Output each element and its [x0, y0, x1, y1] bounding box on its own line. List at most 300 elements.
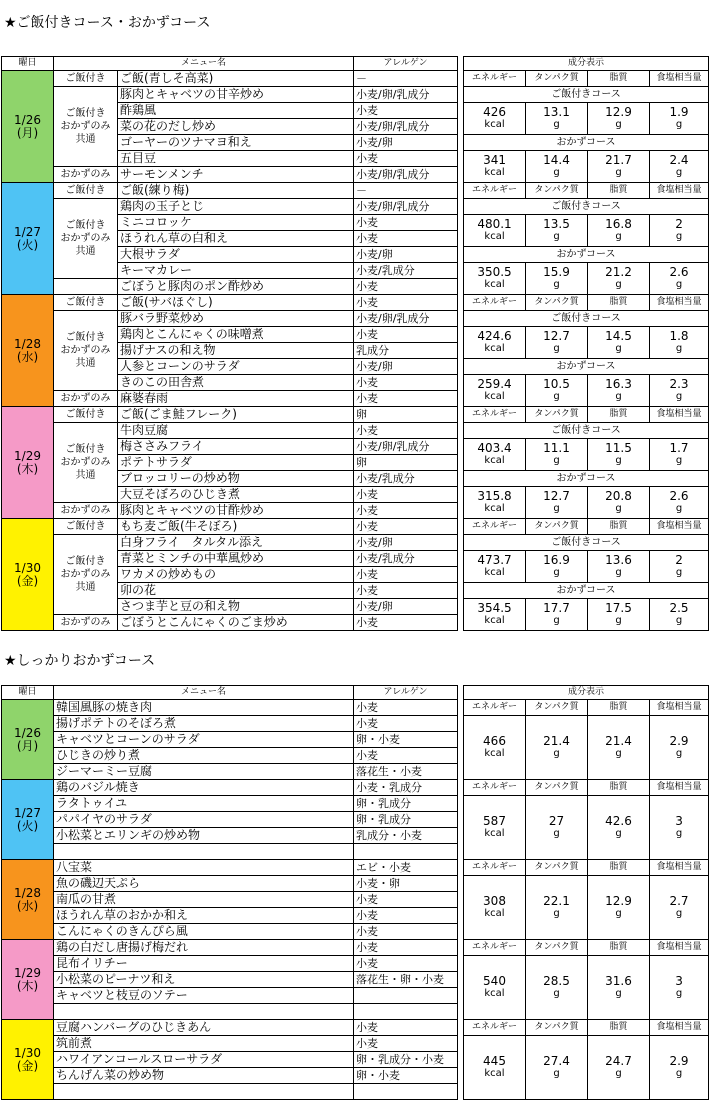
rice-energy-value: 473.7 — [477, 553, 512, 567]
okazu-energy — [464, 151, 526, 183]
rice-salt-unit: g — [675, 343, 683, 354]
menu-name: キャベツとコーンのサラダ — [54, 732, 354, 748]
column-gap — [458, 279, 464, 295]
allergen: 小麦 — [354, 700, 458, 716]
nut-header-protein: タンパク質 — [526, 860, 588, 876]
rice-energy — [464, 327, 526, 359]
protein-value: 27.4 — [543, 1054, 570, 1068]
day-weekday: (木) — [16, 461, 39, 476]
okazu-protein — [526, 375, 588, 407]
allergen: 小麦 — [354, 151, 458, 167]
salt-unit: g — [675, 828, 683, 839]
header-nutrition: 成分表示 — [464, 57, 709, 71]
allergen: 小麦 — [354, 231, 458, 247]
type-shared — [54, 87, 118, 167]
energy-value: 445 — [483, 1054, 506, 1068]
type-rice: ご飯付き — [54, 407, 118, 423]
rice-fat — [588, 327, 650, 359]
menu-name: キーマカレー — [118, 263, 354, 279]
day-date: 1/28 — [14, 336, 41, 351]
okazu-fat-unit: g — [615, 615, 622, 626]
type-rice: ご飯付き — [54, 519, 118, 535]
menu-row — [2, 940, 709, 956]
menu-name: 豚肉とキャベツの甘酢炒め — [118, 503, 354, 519]
menu-row — [2, 1036, 709, 1052]
allergen: 小麦 — [354, 1036, 458, 1052]
header-menu: メニュー名 — [54, 57, 354, 71]
allergen: 小麦 — [354, 924, 458, 940]
okazu-salt-value: 2.5 — [669, 601, 689, 615]
menu-name: 白身フライ タルタル添え — [118, 535, 354, 551]
fat — [588, 716, 650, 780]
fat-value: 12.9 — [605, 894, 632, 908]
menu-name: ブロッコリーの炒め物 — [118, 471, 354, 487]
fat — [588, 796, 650, 860]
menu-name: ごぼうとこんにゃくのごま炒め — [118, 615, 354, 631]
header-allergen: アレルゲン — [354, 686, 458, 700]
protein-value: 22.1 — [543, 894, 570, 908]
allergen: 小麦 — [354, 279, 458, 295]
nut-header-fat: 脂質 — [588, 295, 650, 311]
menu-row — [2, 956, 709, 972]
menu-row — [2, 295, 709, 311]
day-date: 1/30 — [14, 1045, 41, 1060]
nut-header-protein: タンパク質 — [526, 71, 588, 87]
type-shared-line: 共通 — [75, 582, 96, 593]
menu-name: ジーマーミー豆腐 — [54, 764, 354, 780]
type-shared-line: ご飯付き — [65, 444, 106, 455]
column-gap — [458, 231, 464, 247]
rice-energy — [464, 215, 526, 247]
allergen: 小麦/卵 — [354, 247, 458, 263]
allergen: 卵・乳成分 — [354, 812, 458, 828]
menu-row — [2, 199, 709, 215]
menu-name: 酢鶏風 — [118, 103, 354, 119]
allergen — [354, 1004, 458, 1020]
day-weekday: (月) — [16, 125, 39, 140]
menu-name: 大豆そぼろのひじき煮 — [118, 487, 354, 503]
okazu-fat — [588, 487, 650, 519]
okazu-salt — [650, 263, 709, 295]
menu-name: 梅ささみフライ — [118, 439, 354, 455]
rice-protein-value: 13.1 — [543, 105, 570, 119]
okazu-fat-unit: g — [615, 279, 622, 290]
allergen: 小麦/卵 — [354, 599, 458, 615]
allergen: － — [354, 71, 458, 87]
okazu-salt — [650, 487, 709, 519]
protein-value: 27 — [548, 814, 565, 828]
menu-name: 卯の花 — [118, 583, 354, 599]
allergen: 小麦/卵/乳成分 — [354, 439, 458, 455]
okazu-fat-value: 21.2 — [605, 265, 632, 279]
menu-name: ハワイアンコールスローサラダ — [54, 1052, 354, 1068]
menu-name: 鶏肉の玉子とじ — [118, 199, 354, 215]
okazu-fat — [588, 151, 650, 183]
nut-header-protein: タンパク質 — [526, 183, 588, 199]
header-nutrition: 成分表示 — [464, 686, 709, 700]
allergen: 小麦 — [354, 391, 458, 407]
okazu-salt-unit: g — [675, 503, 683, 514]
okazu-protein-value: 14.4 — [543, 153, 570, 167]
type-shared — [54, 535, 118, 615]
column-gap — [458, 567, 464, 583]
okazu-salt-value: 2.4 — [669, 153, 689, 167]
rice-salt-value: 1.8 — [669, 329, 689, 343]
energy-value: 466 — [483, 734, 506, 748]
menu-name — [54, 1004, 354, 1020]
protein-unit: g — [553, 828, 560, 839]
type-shared-line: おかずのみ — [60, 233, 111, 244]
protein-value: 21.4 — [543, 734, 570, 748]
day-date: 1/29 — [14, 448, 41, 463]
nut-header-salt: 食塩相当量 — [650, 780, 709, 796]
column-gap — [458, 988, 464, 1004]
menu-name: 豆腐ハンバーグのひじきあん — [54, 1020, 354, 1036]
course-rice-label: ご飯付きコース — [464, 423, 709, 439]
menu-name: 菜の花のだし炒め — [118, 119, 354, 135]
nut-header-protein: タンパク質 — [526, 407, 588, 423]
day-date: 1/26 — [14, 725, 41, 740]
header-day: 曜日 — [2, 57, 54, 71]
menu-name: ご飯(青しそ高菜) — [118, 71, 354, 87]
menu-row — [2, 860, 709, 876]
allergen: 小麦/卵 — [354, 359, 458, 375]
menu-row — [2, 183, 709, 199]
allergen: 卵・小麦 — [354, 732, 458, 748]
course-rice-label: ご飯付きコース — [464, 87, 709, 103]
type-shared-line: おかずのみ — [60, 569, 111, 580]
fat-unit: g — [615, 828, 622, 839]
column-gap — [458, 908, 464, 924]
type-okazu: おかずのみ — [54, 391, 118, 407]
rice-protein-value: 11.1 — [543, 441, 570, 455]
nut-header-protein: タンパク質 — [526, 700, 588, 716]
day-weekday: (火) — [16, 237, 39, 252]
menu-name: もち麦ご飯(牛そぼろ) — [118, 519, 354, 535]
energy-value: 540 — [483, 974, 506, 988]
column-gap — [458, 812, 464, 828]
nut-header-fat: 脂質 — [588, 940, 650, 956]
header-allergen: アレルゲン — [354, 57, 458, 71]
allergen: 乳成分 — [354, 343, 458, 359]
day-date: 1/29 — [14, 965, 41, 980]
day-weekday: (金) — [16, 1058, 39, 1073]
rice-protein-unit: g — [553, 231, 560, 242]
rice-salt — [650, 439, 709, 471]
column-gap — [458, 503, 464, 519]
rice-energy — [464, 551, 526, 583]
type-shared — [54, 199, 118, 279]
type-shared — [54, 423, 118, 503]
nut-header-salt: 食塩相当量 — [650, 860, 709, 876]
rice-protein — [526, 327, 588, 359]
rice-fat-value: 11.5 — [605, 441, 632, 455]
day-cell — [2, 519, 54, 631]
allergen: 小麦 — [354, 567, 458, 583]
allergen: 小麦 — [354, 375, 458, 391]
menu-row — [2, 407, 709, 423]
menu-name: ご飯(ごま鮭フレーク) — [118, 407, 354, 423]
course-okazu-label: おかずコース — [464, 247, 709, 263]
allergen: 小麦 — [354, 940, 458, 956]
allergen: 小麦 — [354, 423, 458, 439]
okazu-energy — [464, 599, 526, 631]
allergen: 小麦 — [354, 519, 458, 535]
course-rice-label: ご飯付きコース — [464, 199, 709, 215]
nut-header-fat: 脂質 — [588, 1020, 650, 1036]
menu-name: ちんげん菜の炒め物 — [54, 1068, 354, 1084]
nut-header-protein: タンパク質 — [526, 295, 588, 311]
menu-name: 麻婆春雨 — [118, 391, 354, 407]
type-rice: ご飯付き — [54, 71, 118, 87]
menu-name: 魚の磯辺天ぷら — [54, 876, 354, 892]
menu-row — [2, 519, 709, 535]
menu-row — [2, 71, 709, 87]
day-cell — [2, 700, 54, 780]
allergen: 小麦 — [354, 583, 458, 599]
allergen: 卵 — [354, 455, 458, 471]
okazu-fat — [588, 599, 650, 631]
energy — [464, 796, 526, 860]
okazu-protein-unit: g — [553, 615, 560, 626]
rice-fat-value: 14.5 — [605, 329, 632, 343]
fat-unit: g — [615, 1068, 622, 1079]
allergen — [354, 988, 458, 1004]
okazu-energy — [464, 263, 526, 295]
okazu-salt-value: 2.6 — [669, 265, 689, 279]
rice-salt-unit: g — [675, 231, 683, 242]
menu-table-shikkari — [1, 685, 709, 1100]
menu-row — [2, 311, 709, 327]
rice-energy-value: 424.6 — [477, 329, 512, 343]
type-okazu — [54, 279, 118, 295]
rice-protein — [526, 439, 588, 471]
type-shared-line: ご飯付き — [65, 556, 106, 567]
energy-unit: kcal — [484, 988, 505, 999]
day-weekday: (木) — [16, 978, 39, 993]
menu-table-rice-okazu — [1, 56, 709, 631]
okazu-energy — [464, 487, 526, 519]
type-shared-line: ご飯付き — [65, 220, 106, 231]
allergen: 卵・小麦 — [354, 1068, 458, 1084]
energy — [464, 716, 526, 780]
energy-unit: kcal — [484, 908, 505, 919]
salt-value: 2.9 — [669, 734, 689, 748]
nut-header-energy: エネルギー — [464, 519, 526, 535]
rice-fat-unit: g — [615, 119, 622, 130]
type-rice: ご飯付き — [54, 295, 118, 311]
allergen: 小麦・卵 — [354, 876, 458, 892]
allergen: 卵 — [354, 407, 458, 423]
menu-name: 豚バラ野菜炒め — [118, 311, 354, 327]
okazu-energy-value: 315.8 — [477, 489, 512, 503]
fat-unit: g — [615, 988, 622, 999]
menu-name: こんにゃくのきんぴら風 — [54, 924, 354, 940]
course-okazu-label: おかずコース — [464, 359, 709, 375]
nut-header-energy: エネルギー — [464, 860, 526, 876]
salt-value: 2.7 — [669, 894, 689, 908]
rice-salt-value: 1.9 — [669, 105, 689, 119]
okazu-protein-value: 12.7 — [543, 489, 570, 503]
nut-header-salt: 食塩相当量 — [650, 1020, 709, 1036]
okazu-energy-value: 350.5 — [477, 265, 512, 279]
rice-fat — [588, 439, 650, 471]
rice-energy — [464, 439, 526, 471]
allergen: 小麦 — [354, 956, 458, 972]
rice-fat-unit: g — [615, 231, 622, 242]
allergen: 小麦/卵/乳成分 — [354, 199, 458, 215]
okazu-salt-value: 2.6 — [669, 489, 689, 503]
menu-row — [2, 87, 709, 103]
day-date: 1/26 — [14, 112, 41, 127]
okazu-salt — [650, 151, 709, 183]
rice-energy-value: 403.4 — [477, 441, 512, 455]
day-cell — [2, 780, 54, 860]
rice-energy-unit: kcal — [484, 231, 505, 242]
rice-energy — [464, 103, 526, 135]
protein — [526, 876, 588, 940]
header-menu: メニュー名 — [54, 686, 354, 700]
allergen: 小麦 — [354, 487, 458, 503]
protein-value: 28.5 — [543, 974, 570, 988]
type-shared-line: ご飯付き — [65, 332, 106, 343]
allergen: 小麦 — [354, 295, 458, 311]
rice-fat-value: 16.8 — [605, 217, 632, 231]
nut-header-energy: エネルギー — [464, 700, 526, 716]
rice-salt-unit: g — [675, 455, 683, 466]
menu-row — [2, 423, 709, 439]
nut-header-salt: 食塩相当量 — [650, 700, 709, 716]
allergen: 卵・乳成分・小麦 — [354, 1052, 458, 1068]
type-shared-line: 共通 — [75, 358, 96, 369]
menu-name: 豚肉とキャベツの甘辛炒め — [118, 87, 354, 103]
allergen: 小麦・乳成分 — [354, 780, 458, 796]
allergen: 卵・乳成分 — [354, 796, 458, 812]
day-weekday: (水) — [16, 349, 39, 364]
column-gap — [458, 119, 464, 135]
rice-salt — [650, 103, 709, 135]
nut-header-protein: タンパク質 — [526, 780, 588, 796]
rice-protein — [526, 551, 588, 583]
menu-name: 牛肉豆腐 — [118, 423, 354, 439]
column-gap — [458, 892, 464, 908]
course-okazu-label: おかずコース — [464, 583, 709, 599]
rice-salt-value: 2 — [675, 553, 683, 567]
day-date: 1/27 — [14, 224, 41, 239]
fat — [588, 876, 650, 940]
nut-header-energy: エネルギー — [464, 183, 526, 199]
nut-header-salt: 食塩相当量 — [650, 407, 709, 423]
protein — [526, 716, 588, 780]
menu-name: ほうれん草のおかか和え — [54, 908, 354, 924]
rice-protein — [526, 103, 588, 135]
menu-name: ひじきの炒り煮 — [54, 748, 354, 764]
menu-name: 小松菜のピーナツ和え — [54, 972, 354, 988]
salt-value: 2.9 — [669, 1054, 689, 1068]
course-okazu-label: おかずコース — [464, 471, 709, 487]
rice-protein-unit: g — [553, 119, 560, 130]
day-cell — [2, 183, 54, 295]
salt-unit: g — [675, 748, 683, 759]
rice-energy-value: 426 — [483, 105, 506, 119]
protein-unit: g — [553, 748, 560, 759]
menu-name: ポテトサラダ — [118, 455, 354, 471]
salt-unit: g — [675, 1068, 683, 1079]
okazu-fat-value: 21.7 — [605, 153, 632, 167]
fat-unit: g — [615, 748, 622, 759]
allergen: 乳成分・小麦 — [354, 828, 458, 844]
salt — [650, 1036, 709, 1100]
rice-fat — [588, 215, 650, 247]
nut-header-fat: 脂質 — [588, 407, 650, 423]
day-weekday: (火) — [16, 818, 39, 833]
rice-salt-unit: g — [675, 119, 683, 130]
nut-header-energy: エネルギー — [464, 780, 526, 796]
fat-value: 31.6 — [605, 974, 632, 988]
rice-salt-value: 1.7 — [669, 441, 689, 455]
okazu-fat-value: 16.3 — [605, 377, 632, 391]
okazu-protein-unit: g — [553, 167, 560, 178]
energy-unit: kcal — [484, 828, 505, 839]
menu-row — [2, 780, 709, 796]
rice-energy-unit: kcal — [484, 343, 505, 354]
allergen: 小麦 — [354, 908, 458, 924]
okazu-protein-value: 10.5 — [543, 377, 570, 391]
rice-fat-unit: g — [615, 343, 622, 354]
okazu-protein-unit: g — [553, 503, 560, 514]
menu-row — [2, 700, 709, 716]
allergen: 小麦/卵 — [354, 135, 458, 151]
rice-fat-value: 12.9 — [605, 105, 632, 119]
day-date: 1/28 — [14, 885, 41, 900]
nut-header-energy: エネルギー — [464, 71, 526, 87]
protein — [526, 796, 588, 860]
okazu-energy-unit: kcal — [484, 615, 505, 626]
menu-name: 揚げナスの和え物 — [118, 343, 354, 359]
okazu-salt-unit: g — [675, 615, 683, 626]
salt-value: 3 — [675, 814, 683, 828]
nut-header-protein: タンパク質 — [526, 940, 588, 956]
rice-fat — [588, 551, 650, 583]
okazu-salt-unit: g — [675, 391, 683, 402]
salt — [650, 716, 709, 780]
rice-fat — [588, 103, 650, 135]
menu-name: ゴーヤーのツナマヨ和え — [118, 135, 354, 151]
okazu-fat-unit: g — [615, 167, 622, 178]
nut-header-energy: エネルギー — [464, 940, 526, 956]
protein-unit: g — [553, 1068, 560, 1079]
allergen: 小麦 — [354, 1020, 458, 1036]
salt-unit: g — [675, 988, 683, 999]
menu-row — [2, 1020, 709, 1036]
energy — [464, 956, 526, 1020]
day-weekday: (月) — [16, 738, 39, 753]
column-gap — [458, 343, 464, 359]
column-gap — [458, 924, 464, 940]
okazu-fat-value: 17.5 — [605, 601, 632, 615]
fat — [588, 1036, 650, 1100]
allergen: 小麦 — [354, 716, 458, 732]
salt — [650, 796, 709, 860]
energy-value: 587 — [483, 814, 506, 828]
type-okazu: おかずのみ — [54, 167, 118, 183]
menu-name: キャベツと枝豆のソテー — [54, 988, 354, 1004]
okazu-energy-unit: kcal — [484, 167, 505, 178]
day-weekday: (金) — [16, 573, 39, 588]
column-gap — [458, 828, 464, 844]
okazu-energy-value: 341 — [483, 153, 506, 167]
menu-row — [2, 716, 709, 732]
